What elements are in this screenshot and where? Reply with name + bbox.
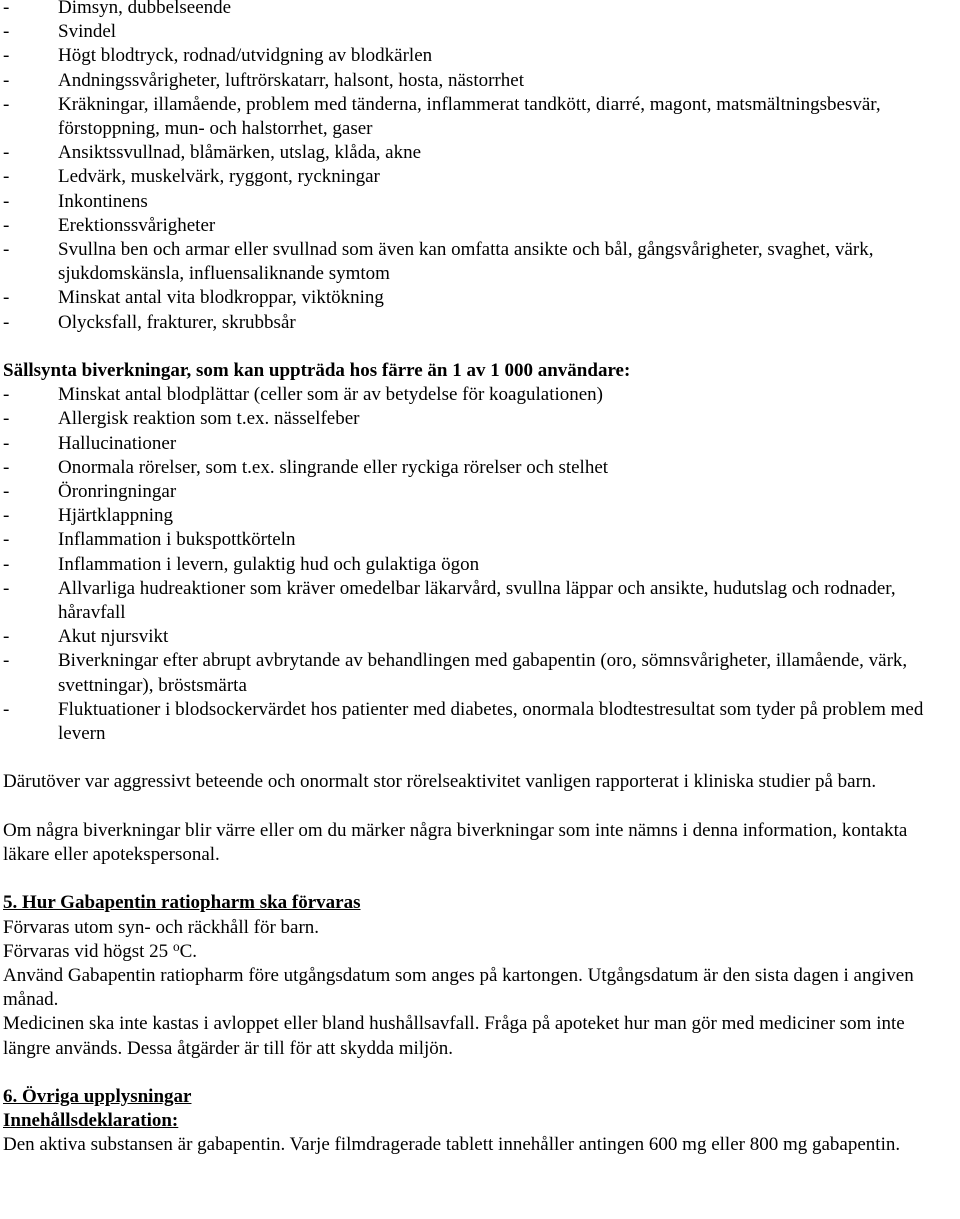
- list-item: [3, 141, 955, 165]
- list-dash: -: [3, 529, 10, 551]
- list-dash: -: [3, 142, 10, 164]
- list-dash: -: [3, 432, 10, 454]
- list-dash: -: [3, 698, 10, 720]
- list-item-text: Inflammation i bukspottkörteln: [58, 529, 296, 551]
- list-item-text: Biverkningar efter abrupt avbrytande av behandlingen med gabapentin (oro, sömnsvårigheter, illamående, värk, svettningar), bröstsmärta: [58, 650, 908, 696]
- list-item-text: Högt blodtryck, rodnad/utvidgning av blodkärlen: [58, 45, 433, 67]
- section-5-line-1: Förvaras utom syn- och räckhåll för barn.: [3, 916, 320, 938]
- list-item: [3, 553, 955, 577]
- paragraph-children: Därutöver var aggressivt beteende och onormalt stor rörelseaktivitet vanligen rapporterat i kliniska studier på barn.: [3, 771, 877, 793]
- list-dash: -: [3, 384, 10, 406]
- list-item: [3, 214, 955, 238]
- list-item: [3, 44, 955, 68]
- section-5-heading: 5. Hur Gabapentin ratiopharm ska förvaras: [3, 892, 361, 914]
- list-item-text: Allvarliga hudreaktioner som kräver omedelbar läkarvård, svullna läppar och ansikte, hudutslag och rodnader, håravfall: [58, 577, 896, 624]
- list-item-text: Dimsyn, dubbelseende: [58, 0, 232, 18]
- list-item: [3, 311, 955, 335]
- temperature-unit: C.: [179, 940, 198, 962]
- list-item: [3, 93, 955, 141]
- paragraph-contact: Om några biverkningar blir värre eller om du märker några biverkningar som inte nämns i denna information, kontakta läkare eller apotekspersonal.: [3, 819, 908, 866]
- list-item: [3, 190, 955, 214]
- section-6: [3, 1085, 955, 1158]
- list-item-text: Olycksfall, frakturer, skrubbsår: [58, 311, 296, 333]
- list-item: [3, 383, 955, 407]
- list-item: [3, 528, 955, 552]
- list-item: [3, 286, 955, 310]
- list-item: [3, 432, 955, 456]
- section-6-heading: 6. Övriga upplysningar: [3, 1086, 192, 1108]
- rare-side-effects-heading: Sällsynta biverkningar, som kan uppträda hos färre än 1 av 1 000 användare:: [3, 360, 631, 382]
- list-item-text: Svullna ben och armar eller svullnad som även kan omfatta ansikte och bål, gångsvårigheter, svaghet, värk, sjukdomskänsla, influensaliknande symtom: [58, 239, 874, 285]
- list-item: [3, 407, 955, 431]
- list-item-text: Ansiktssvullnad, blåmärken, utslag, klåda, akne: [58, 142, 422, 164]
- list-dash: -: [3, 287, 10, 309]
- list-dash: -: [3, 311, 10, 333]
- list-dash: -: [3, 45, 10, 67]
- list-dash: -: [3, 69, 10, 91]
- list-item-text: Minskat antal vita blodkroppar, viktökning: [58, 287, 384, 309]
- list-dash: -: [3, 626, 10, 648]
- list-item: [3, 20, 955, 44]
- list-item-text: Svindel: [58, 21, 117, 43]
- list-dash: -: [3, 190, 10, 212]
- list-dash: -: [3, 93, 10, 115]
- list-dash: -: [3, 21, 10, 43]
- list-item-text: Inflammation i levern, gulaktig hud och gulaktiga ögon: [58, 553, 480, 575]
- list-dash: -: [3, 239, 10, 261]
- list-dash: -: [3, 456, 10, 478]
- list-item: [3, 649, 955, 697]
- list-item: [3, 504, 955, 528]
- list-item-text: Fluktuationer i blodsockervärdet hos patienter med diabetes, onormala blodtestresultat som tyder på problem med levern: [58, 698, 924, 745]
- side-effects-list-rare: [3, 383, 955, 746]
- list-dash: -: [3, 553, 10, 575]
- list-item-text: Andningssvårigheter, luftrörskatarr, halsont, hosta, nästorrhet: [58, 69, 524, 91]
- list-item: [3, 480, 955, 504]
- list-item: [3, 0, 955, 20]
- list-dash: -: [3, 650, 10, 672]
- list-dash: -: [3, 166, 10, 188]
- list-dash: -: [3, 505, 10, 527]
- list-item-text: Erektionssvårigheter: [58, 214, 216, 236]
- list-dash: -: [3, 577, 10, 599]
- section-5: [3, 891, 955, 1060]
- list-item-text: Öronringningar: [58, 481, 177, 503]
- list-item-text: Ledvärk, muskelvärk, ryggont, ryckningar: [58, 166, 380, 188]
- list-item-text: Hjärtklappning: [58, 505, 174, 527]
- list-dash: -: [3, 214, 10, 236]
- list-item-text: Hallucinationer: [58, 432, 177, 454]
- section-5-line-3: Använd Gabapentin ratiopharm före utgångsdatum som anges på kartongen. Utgångsdatum är den sista dagen i angiven månad.: [3, 965, 914, 1011]
- list-dash: -: [3, 481, 10, 503]
- temperature-text: Förvaras vid högst 25: [3, 940, 173, 962]
- list-item: [3, 238, 955, 286]
- list-dash: -: [3, 408, 10, 430]
- list-item-text: Onormala rörelser, som t.ex. slingrande eller ryckiga rörelser och stelhet: [58, 456, 609, 478]
- section-6-subheading: Innehållsdeklaration:: [3, 1110, 179, 1132]
- list-item: [3, 165, 955, 189]
- list-item-text: Kräkningar, illamående, problem med tänderna, inflammerat tandkött, diarré, magont, matsmältningsbesvär, förstoppning, mun- och halstorrhet, gaser: [58, 93, 881, 140]
- degree-symbol: o: [172, 938, 180, 954]
- side-effects-list-common: [3, 0, 955, 335]
- section-6-line-1: Den aktiva substansen är gabapentin. Varje filmdragerade tablett innehåller antingen 600 mg eller 800 mg gabapentin.: [3, 1134, 901, 1156]
- list-item-text: Akut njursvikt: [58, 626, 169, 648]
- section-5-line-4: Medicinen ska inte kastas i avloppet eller bland hushållsavfall. Fråga på apoteket hur man gör med mediciner som inte längre används. Dessa åtgärder är till för att skydda miljön.: [3, 1013, 905, 1059]
- list-item: [3, 698, 955, 746]
- list-item-text: Inkontinens: [58, 190, 148, 212]
- list-item: [3, 577, 955, 625]
- list-item: [3, 625, 955, 649]
- list-item-text: Allergisk reaktion som t.ex. nässelfeber: [58, 408, 360, 430]
- list-dash: -: [3, 0, 10, 18]
- list-item: [3, 69, 955, 93]
- document-page: [3, 0, 955, 1158]
- list-item: [3, 456, 955, 480]
- section-5-temperature: [3, 940, 955, 964]
- list-item-text: Minskat antal blodplättar (celler som är av betydelse för koagulationen): [58, 384, 604, 406]
